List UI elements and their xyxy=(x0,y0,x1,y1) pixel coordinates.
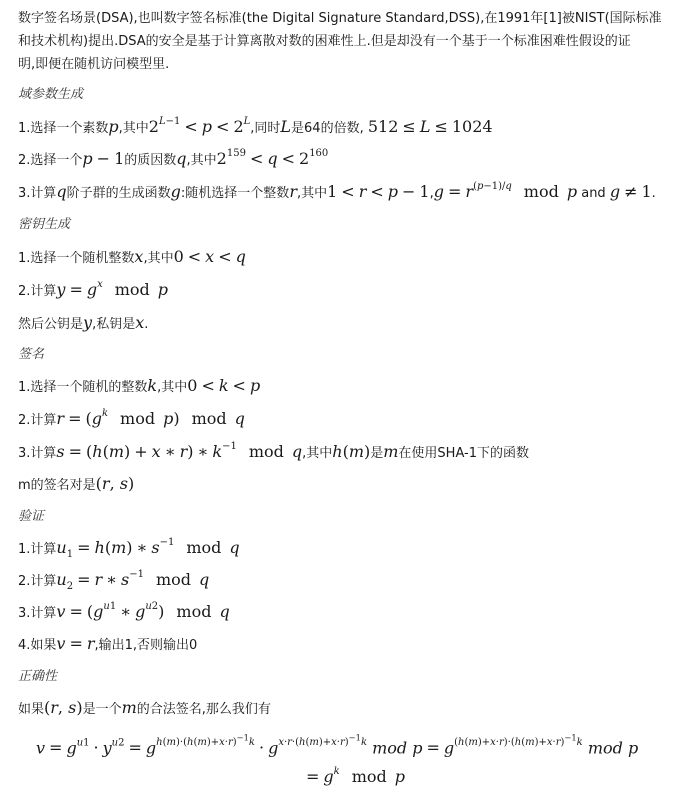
sign-step-2: 2.计算$r = (g^k$ mod p) mod q xyxy=(18,408,245,428)
verify-step-3: 3.计算$v = (g^{u1}$ ∗ $g^{u2}$) mod q xyxy=(18,601,230,621)
domain-step-2: 2.选择一个p − 1的质因数q,其中$2^{159} < q < 2^{160}$ xyxy=(18,148,329,168)
keygen-step-3: 然后公钥是y,私钥是x. xyxy=(18,313,149,332)
verify-step-4: 4.如果v = r,输出1,否则输出0 xyxy=(18,634,198,653)
verify-step-1: 1.计算$u_1 = h(m)$ ∗ $s^{-1}$ mod q xyxy=(18,537,240,560)
intro-line-3: 明,即便在随机访问模型里. xyxy=(18,57,170,72)
sign-step-4: m的签名对是(r, s) xyxy=(18,474,135,493)
section-verify: 验证 xyxy=(18,509,45,524)
intro-line-2: 和技术机构)提出.DSA的安全是基于计算离散对数的困难性上.但是却没有一个基于一个标准困难性假设的证 xyxy=(18,34,631,49)
keygen-step-2: 2.计算$y = g^x$ mod p xyxy=(18,279,169,299)
verify-step-2: 2.计算$u_2 = r$ ∗ $s^{-1}$ mod q xyxy=(18,569,210,592)
sign-step-3: 3.计算s = (h(m) + x ∗ r) ∗ $k^{-1}$ mod q,其中h(m)是m在使用SHA-1下的函数 xyxy=(18,441,530,461)
section-sign: 签名 xyxy=(18,347,45,362)
domain-step-3: 3.计算q阶子群的生成函数g:随机选择一个整数r,其中$1 < r < p - 1,g = r^{(p-1)/q}$ mod p and g ≠ 1. xyxy=(18,181,656,201)
correctness-formula-line-2: = $g^k$ mod p xyxy=(306,766,406,786)
section-keygen: 密钥生成 xyxy=(18,217,71,232)
domain-step-1: 1.选择一个素数p,其中$2^{L-1} < p < 2^L$,同时L是64的倍数, 512 ≤ L ≤ 1024 xyxy=(18,116,493,136)
section-correctness: 正确性 xyxy=(18,669,58,684)
intro-line-1: 数字签名场景(DSA),也叫数字签名标准(the Digital Signature Standard,DSS),在1991年[1]被NIST(国际标准 xyxy=(18,11,662,26)
correctness-formula-line-1: $v = g^{u1} \cdot y^{u2} = g^{h(m)\cdot(h(m)+x\cdot r)^{-1}k} \cdot g^{x\cdot r\cdot(h(m)+x\cdot r)^{-1}k}$ mod $p = g^{(h(m)+x\cdot r)\cdot(h(m)+x\cdot r)^{-1}k}$ mod p xyxy=(36,733,639,758)
section-domain-params: 域参数生成 xyxy=(18,87,84,102)
sign-step-1: 1.选择一个随机的整数k,其中0 < k < p xyxy=(18,376,261,395)
keygen-step-1: 1.选择一个随机整数x,其中0 < x < q xyxy=(18,247,246,266)
correctness-intro: 如果(r, s)是一个m的合法签名,那么我们有 xyxy=(18,698,271,717)
